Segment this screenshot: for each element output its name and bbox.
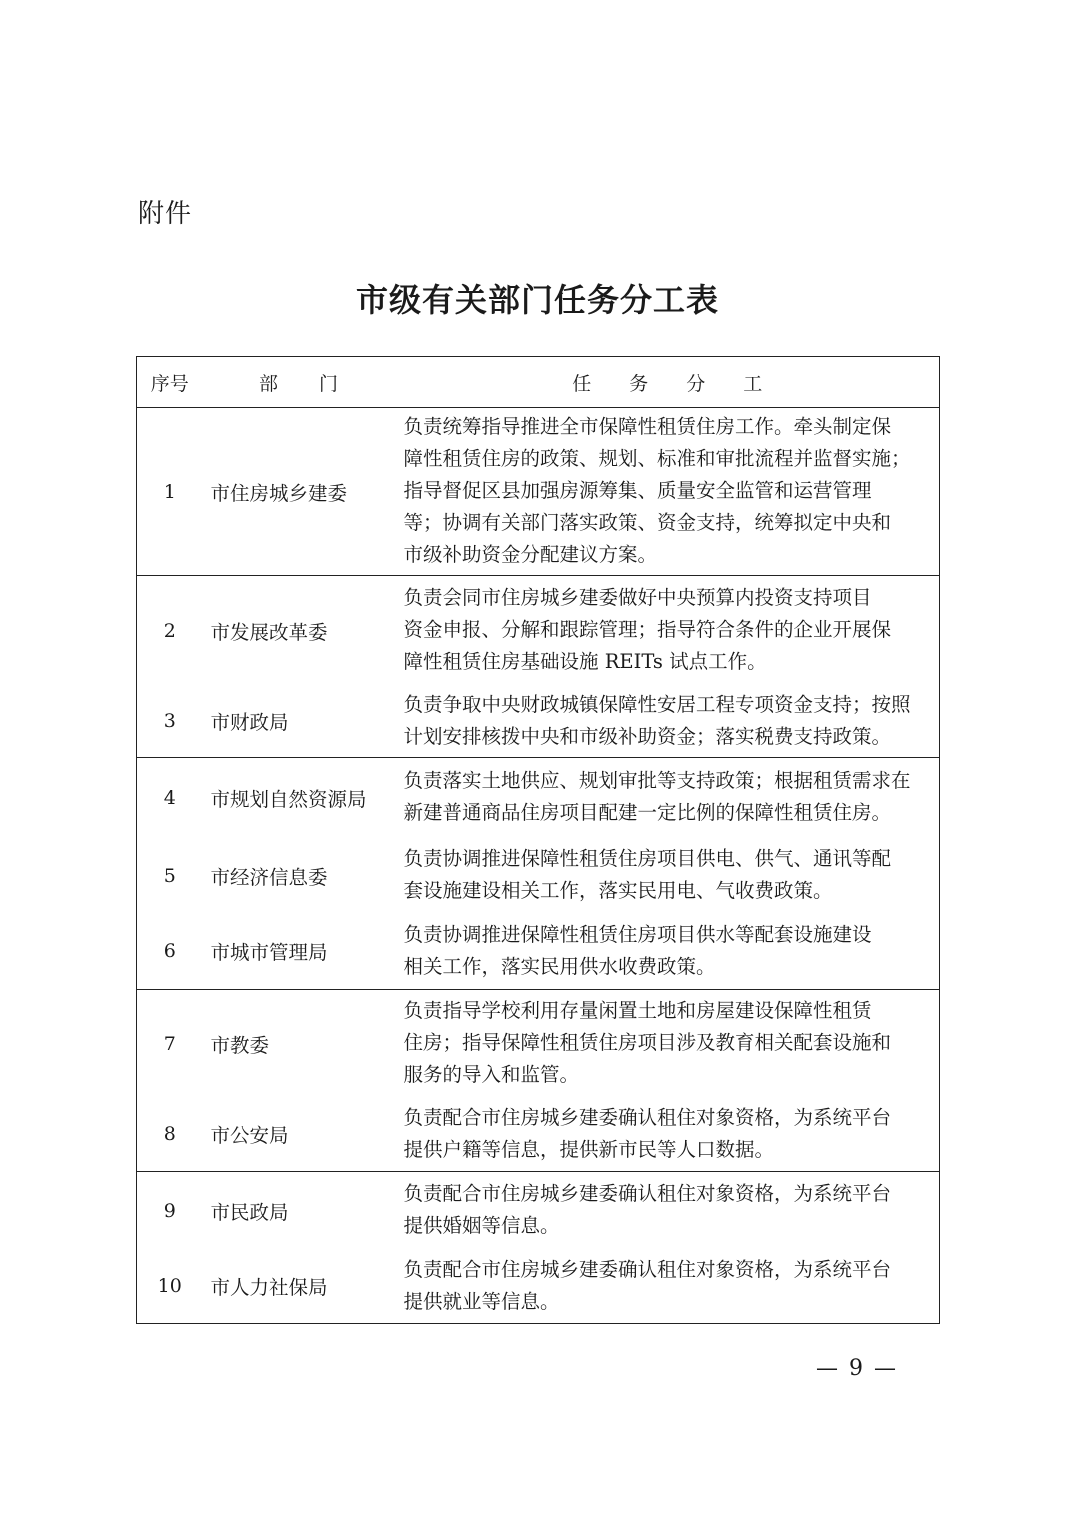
row-task-description: [396, 758, 940, 838]
task-line: 负责落实土地供应、规划审批等支持政策；根据租赁需求在: [403, 769, 911, 793]
table-row: [137, 408, 940, 576]
table-row: [137, 1098, 940, 1172]
table-row: [137, 576, 940, 686]
row-task-description: [396, 838, 940, 914]
task-line: 负责配合市住房城乡建委确认租住对象资格，为系统平台: [403, 1105, 892, 1129]
row-serial-number: 9: [163, 1199, 176, 1222]
task-division-table: [136, 356, 940, 1324]
task-line: 资金申报、分解和跟踪管理；指导符合条件的企业开展保: [403, 618, 892, 642]
row-department: 市财政局: [203, 686, 396, 758]
task-line: 提供户籍等信息，提供新市民等人口数据。: [403, 1137, 775, 1161]
attachment-label: 附件: [138, 199, 193, 229]
row-serial-number: 10: [137, 1250, 203, 1324]
row-task-description: [396, 990, 940, 1098]
row-department: 市公安局: [203, 1098, 396, 1172]
table-header: [137, 357, 940, 408]
task-line: 提供婚姻等信息。: [403, 1214, 560, 1238]
row-department: 市城市管理局: [203, 914, 396, 990]
task-line: 负责指导学校利用存量闲置土地和房屋建设保障性租赁: [403, 999, 872, 1023]
row-department: 市教委: [210, 1033, 270, 1057]
document-title: 市级有关部门任务分工表: [355, 281, 719, 319]
table-row: [137, 990, 940, 1098]
row-serial-number: 5: [163, 864, 176, 887]
task-line: 计划安排核拨中央和市级补助资金；落实税费支持政策。: [403, 724, 892, 748]
row-task-description: [396, 686, 940, 758]
table-row: [137, 1172, 940, 1250]
row-task-description: [396, 576, 940, 686]
row-serial-number: 4: [163, 786, 176, 809]
task-line: 障性租赁住房的政策、规划、标准和审批流程并监督实施；: [403, 447, 911, 470]
row-task-description: [396, 1172, 940, 1250]
task-line: 市级补助资金分配建议方案。: [403, 543, 658, 566]
table-row: [137, 914, 940, 990]
task-line: 负责协调推进保障性租赁住房项目供水等配套设施建设: [403, 922, 872, 946]
row-task-description: [396, 408, 940, 576]
row-department: 市人力社保局: [203, 1250, 396, 1324]
task-line: 负责争取中央财政城镇保障性安居工程专项资金支持；按照: [403, 692, 911, 716]
row-department: 市经济信息委: [210, 865, 328, 889]
task-line: 负责配合市住房城乡建委确认租住对象资格，为系统平台: [403, 1182, 892, 1206]
task-line: 负责配合市住房城乡建委确认租住对象资格，为系统平台: [403, 1257, 892, 1281]
header-department: 部 门: [203, 357, 396, 408]
row-serial-number: 8: [137, 1098, 203, 1172]
task-line: 新建普通商品住房项目配建一定比例的保障性租赁住房。: [403, 801, 892, 825]
row-task-description: [396, 914, 940, 990]
row-serial-number: 6: [137, 914, 203, 990]
table-row: [137, 686, 940, 758]
header-serial-number: 序号: [137, 357, 203, 408]
task-line: 等；协调有关部门落实政策、资金支持，统筹拟定中央和: [403, 511, 892, 534]
task-line: 负责协调推进保障性租赁住房项目供电、供气、通讯等配: [403, 847, 892, 870]
task-line: 提供就业等信息。: [403, 1289, 560, 1313]
row-department: 市规划自然资源局: [210, 787, 367, 811]
task-line: 套设施建设相关工作，落实民用电、气收费政策。: [403, 879, 833, 902]
task-line: 障性租赁住房基础设施 REITs 试点工作。: [403, 650, 767, 674]
row-serial-number: 7: [163, 1032, 176, 1055]
row-serial-number: 1: [137, 408, 203, 576]
task-line: 住房；指导保障性租赁住房项目涉及教育相关配套设施和: [403, 1031, 892, 1055]
table-body: [137, 408, 940, 1324]
row-serial-number: 3: [137, 686, 203, 758]
row-department: 市民政局: [210, 1200, 289, 1224]
task-line: 指导督促区县加强房源筹集、质量安全监管和运营管理: [403, 479, 872, 502]
table-row: [137, 838, 940, 914]
table-row: [137, 758, 940, 838]
task-line: 服务的导入和监管。: [403, 1063, 580, 1087]
table-row: [137, 1250, 940, 1324]
page-number: — 9 —: [816, 1356, 898, 1381]
task-line: 负责统筹指导推进全市保障性租赁住房工作。牵头制定保: [403, 415, 892, 438]
row-task-description: [396, 1250, 940, 1324]
row-task-description: [396, 1098, 940, 1172]
header-task-division: 任 务 分 工: [396, 357, 940, 408]
row-department: 市发展改革委: [210, 620, 328, 644]
row-serial-number: 2: [163, 619, 176, 642]
header-row: [137, 357, 940, 408]
task-line: 相关工作，落实民用供水收费政策。: [403, 954, 716, 978]
row-department: 市住房城乡建委: [203, 408, 396, 576]
task-line: 负责会同市住房城乡建委做好中央预算内投资支持项目: [403, 586, 872, 610]
